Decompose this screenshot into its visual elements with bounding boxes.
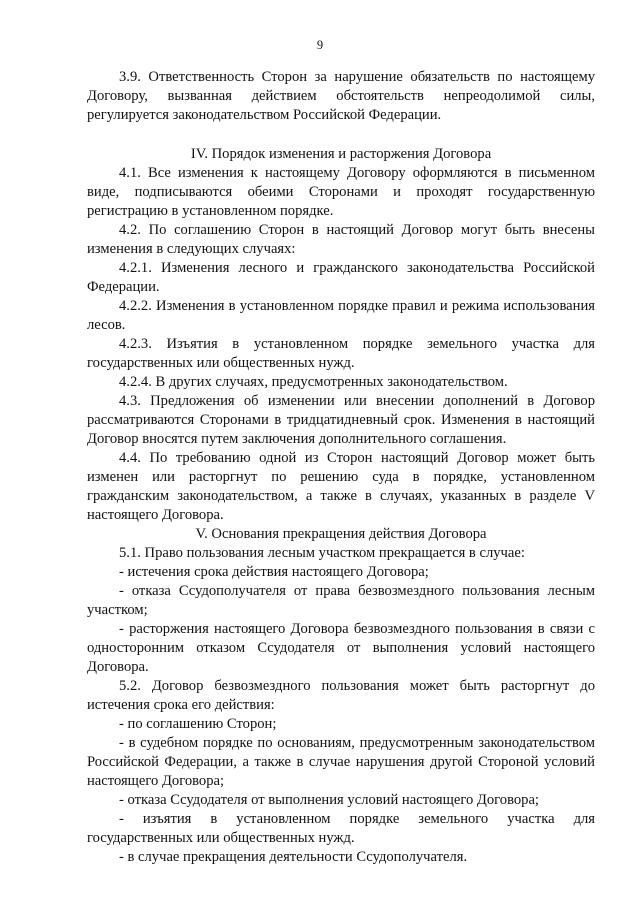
page-number: 9: [316, 38, 324, 52]
document-body: [87, 68, 595, 867]
list-item: - истечения срока действия настоящего Договора;: [119, 564, 429, 580]
list-item: - изъятия в установленном порядке земельного участка для государственных или общественных нужд.: [87, 811, 595, 846]
list-item: - расторжения настоящего Договора безвозмездного пользования в связи с односторонним отказом Ссудодателя от выполнения условий настоящего Договора.: [87, 621, 595, 675]
list-item: - отказа Ссудодателя от выполнения условий настоящего Договора;: [119, 792, 539, 808]
list-item: - по соглашению Сторон;: [119, 716, 277, 732]
clause-4-2: 4.2. По соглашению Сторон в настоящий Договор могут быть внесены изменения в следующих случаях:: [87, 222, 595, 257]
clause-5-2: 5.2. Договор безвозмездного пользования может быть расторгнут до истечения срока его действия:: [87, 678, 595, 713]
clause-4-3: 4.3. Предложения об изменении или внесении дополнений в Договор рассматриваются Сторонами в тридцатидневный срок. Изменения в настоящий Договор вносятся путем заключения дополнительного соглашения.: [87, 393, 595, 447]
clause-5-1: 5.1. Право пользования лесным участком прекращается в случае:: [119, 545, 525, 561]
clause-4-2-2: 4.2.2. Изменения в установленном порядке правил и режима использования лесов.: [87, 298, 595, 333]
section-heading-iv: IV. Порядок изменения и расторжения Договора: [190, 146, 492, 162]
list-item: - в судебном порядке по основаниям, предусмотренным законодательством Российской Федерации, а также в случае нарушения другой Стороной условий настоящего Договора;: [87, 735, 595, 789]
clause-4-2-1: 4.2.1. Изменения лесного и гражданского законодательства Российской Федерации.: [87, 260, 595, 295]
clause-4-1: 4.1. Все изменения к настоящему Договору оформляются в письменном виде, подписываются обеими Сторонами и проходят государственную регистрацию в установленном порядке.: [87, 165, 595, 219]
clause-4-4: 4.4. По требованию одной из Сторон настоящий Договор может быть изменен или расторгнут по решению суда в порядке, установленном гражданским законодательством, а также в случаях, указанных в разделе V настоящего Договора.: [87, 450, 595, 523]
section-heading-v: V. Основания прекращения действия Договора: [195, 526, 487, 542]
list-item: - в случае прекращения деятельности Ссудополучателя.: [119, 849, 468, 865]
clause-3-9: 3.9. Ответственность Сторон за нарушение обязательств по настоящему Договору, вызванная действием обстоятельств непреодолимой силы, регулируется законодательством Российской Федерации.: [87, 69, 595, 123]
clause-4-2-4: 4.2.4. В других случаях, предусмотренных законодательством.: [119, 374, 508, 390]
clause-4-2-3: 4.2.3. Изъятия в установленном порядке земельного участка для государственных или общественных нужд.: [87, 336, 595, 371]
list-item: - отказа Ссудополучателя от права безвозмездного пользования лесным участком;: [87, 583, 595, 618]
